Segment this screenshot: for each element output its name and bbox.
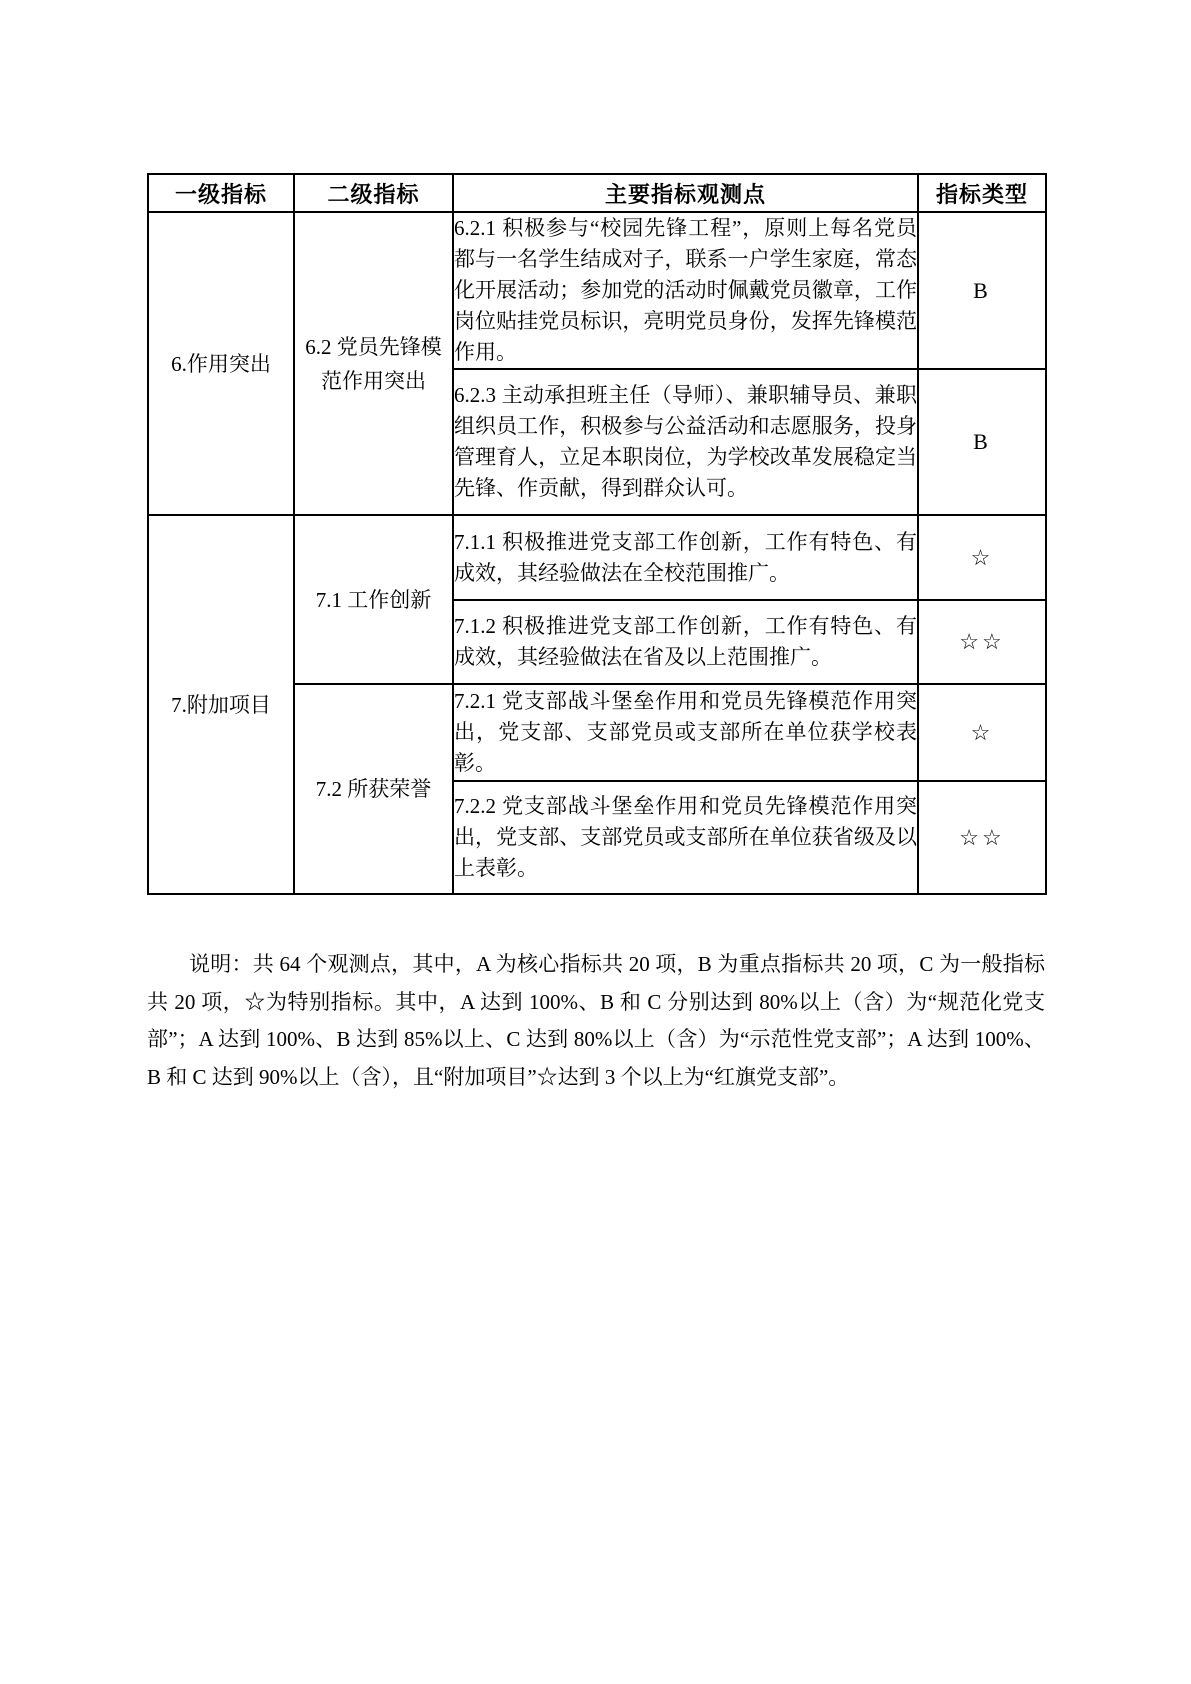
header-level1: 一级指标	[148, 174, 294, 212]
type-cell-7-1-1: ☆	[918, 515, 1046, 600]
header-type: 指标类型	[918, 174, 1046, 212]
header-observation: 主要指标观测点	[453, 174, 918, 212]
table-row	[148, 515, 1046, 600]
level2-cell-7-2: 7.2 所获荣誉	[294, 684, 453, 894]
observation-cell-7-2-2: 7.2.2 党支部战斗堡垒作用和党员先锋模范作用突出，党支部、支部党员或支部所在单位获省级及以上表彰。	[453, 781, 918, 894]
type-cell-7-2-2: ☆☆	[918, 781, 1046, 894]
type-cell-6-2-3: B	[918, 369, 1046, 515]
note-paragraph: 说明：共 64 个观测点，其中，A 为核心指标共 20 项，B 为重点指标共 20 项，C 为一般指标共 20 项，☆为特别指标。其中，A 达到 100%、B 和 C 分别达到 80%以上（含）为“规范化党支部”；A 达到 100%、B 达到 85%以上、C 达到 80%以上（含）为“示范性党支部”；A 达到 100%、B 和 C 达到 90%以上（含），且“附加项目”☆达到 3 个以上为“红旗党支部”。	[147, 952, 1045, 1089]
level2-cell-6-2: 6.2 党员先锋模范作用突出	[294, 212, 453, 515]
observation-cell-7-1-1: 7.1.1 积极推进党支部工作创新，工作有特色、有成效，其经验做法在全校范围推广。	[453, 515, 918, 600]
type-cell-7-2-1: ☆	[918, 684, 1046, 781]
indicator-table	[147, 173, 1047, 895]
observation-cell-6-2-1: 6.2.1 积极参与“校园先锋工程”，原则上每名党员都与一名学生结成对子，联系一户学生家庭，常态化开展活动；参加党的活动时佩戴党员徽章，工作岗位贴挂党员标识，亮明党员身份，发挥先锋模范作用。	[453, 212, 918, 369]
table-header-row	[148, 174, 1046, 212]
observation-cell-7-1-2: 7.1.2 积极推进党支部工作创新，工作有特色、有成效，其经验做法在省及以上范围推广。	[453, 600, 918, 684]
observation-cell-7-2-1: 7.2.1 党支部战斗堡垒作用和党员先锋模范作用突出，党支部、支部党员或支部所在单位获学校表彰。	[453, 684, 918, 781]
level1-cell-6: 6.作用突出	[148, 212, 294, 515]
type-cell-7-1-2: ☆☆	[918, 600, 1046, 684]
observation-cell-6-2-3: 6.2.3 主动承担班主任（导师）、兼职辅导员、兼职组织员工作，积极参与公益活动和志愿服务，投身管理育人，立足本职岗位，为学校改革发展稳定当先锋、作贡献，得到群众认可。	[453, 369, 918, 515]
header-level2: 二级指标	[294, 174, 453, 212]
type-cell-6-2-1: B	[918, 212, 1046, 369]
level1-cell-7: 7.附加项目	[148, 515, 294, 894]
table-row	[148, 212, 1046, 369]
level2-cell-7-1: 7.1 工作创新	[294, 515, 453, 684]
